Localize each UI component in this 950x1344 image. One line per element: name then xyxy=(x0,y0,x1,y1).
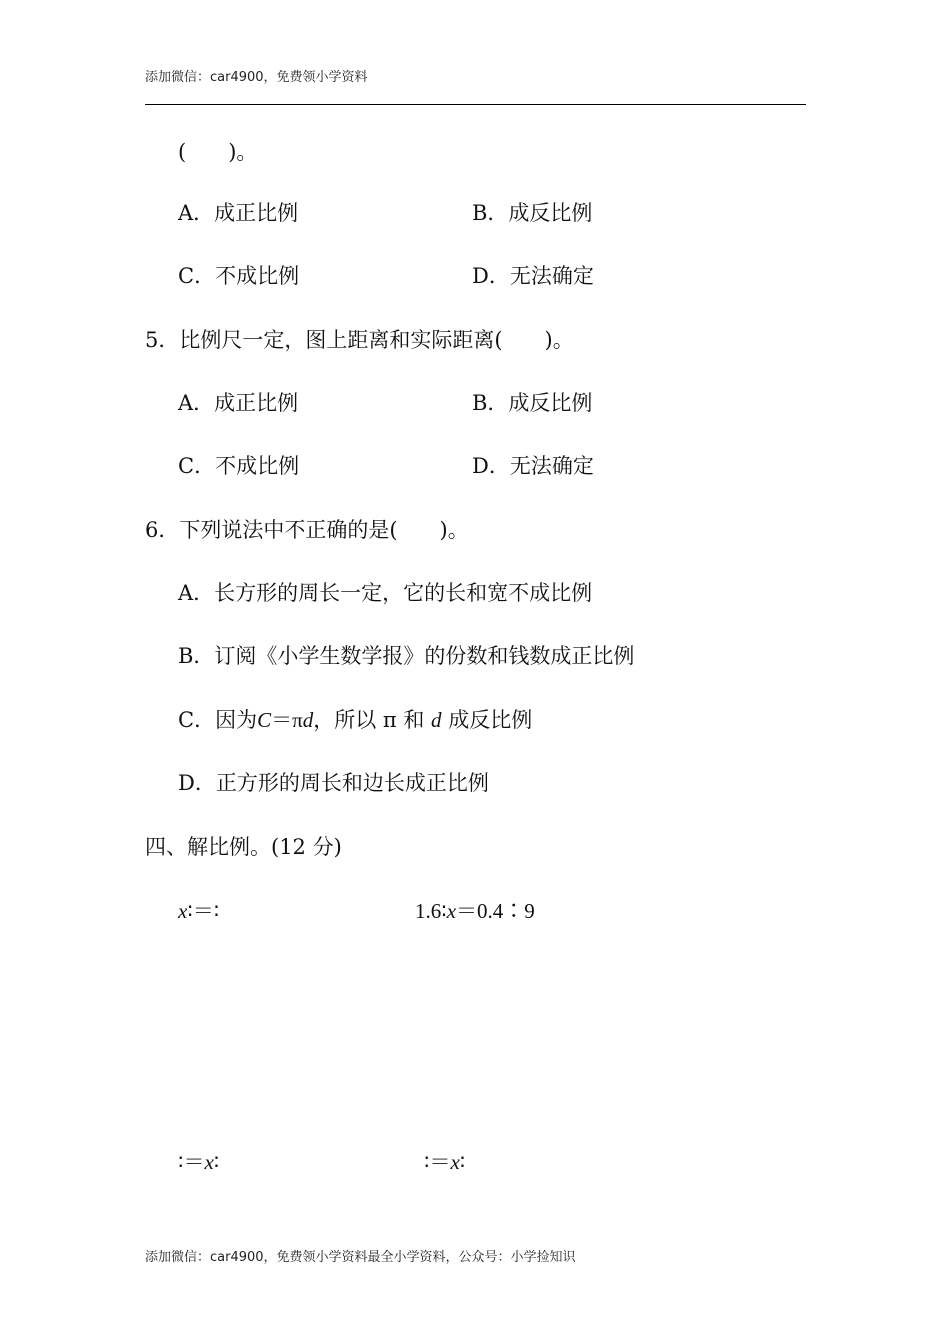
q6-option-c xyxy=(178,706,532,734)
section-4-title: 四、解比例。(12 分) xyxy=(145,835,342,859)
prev-option-d: D．无法确定 xyxy=(472,264,594,288)
problem-3-rest: ∶ xyxy=(213,1150,220,1174)
q6-option-c-mid: ，所以 π 和 xyxy=(313,708,432,732)
problem-3-lead: ∶＝ xyxy=(178,1150,205,1174)
q6-option-c-prefix: C．因为 xyxy=(178,708,258,732)
q6-option-c-suffix: 成反比例 xyxy=(441,708,533,732)
proportion-problem-3 xyxy=(178,1148,219,1176)
problem-2-var: x xyxy=(446,899,457,923)
q5-option-a: A．成正比例 xyxy=(178,391,299,415)
prev-option-c: C．不成比例 xyxy=(178,264,300,288)
q6-option-a: A．长方形的周长一定，它的长和宽不成比例 xyxy=(178,581,593,605)
proportion-problem-4 xyxy=(424,1148,465,1176)
q6-option-c-var-c: C xyxy=(257,708,272,732)
q5-option-d: D．无法确定 xyxy=(472,454,594,478)
problem-2-lead: 1.6∶ xyxy=(415,899,447,923)
q6-option-c-var-d2: d xyxy=(431,708,442,732)
problem-4-rest: ∶ xyxy=(459,1150,466,1174)
question-6-stem: 6．下列说法中不正确的是( )。 xyxy=(145,518,469,542)
problem-4-lead: ∶＝ xyxy=(424,1150,451,1174)
proportion-problem-1 xyxy=(178,897,219,925)
q5-option-c: C．不成比例 xyxy=(178,454,300,478)
page-header: 添加微信：car4900，免费领小学资料 xyxy=(145,70,368,85)
q5-option-b: B．成反比例 xyxy=(472,391,593,415)
prev-option-a: A．成正比例 xyxy=(178,201,299,225)
prev-option-b: B．成反比例 xyxy=(472,201,593,225)
question-5-stem: 5．比例尺一定，图上距离和实际距离( )。 xyxy=(145,328,574,352)
problem-3-var: x xyxy=(204,1150,214,1174)
q6-option-d: D．正方形的周长和边长成正比例 xyxy=(178,771,489,795)
header-divider xyxy=(145,104,806,105)
q6-option-c-var-d: d xyxy=(302,708,314,732)
q6-option-c-eq: ＝π xyxy=(271,708,303,732)
problem-2-rest: ＝0.4∶9 xyxy=(456,899,535,923)
q6-option-b: B．订阅《小学生数学报》的份数和钱数成正比例 xyxy=(178,644,635,668)
problem-1-var: x xyxy=(178,899,188,923)
proportion-problem-2 xyxy=(415,897,535,925)
page-footer: 添加微信：car4900，免费领小学资料最全小学资料，公众号：小学捡知识 xyxy=(145,1250,576,1265)
problem-1-rest: ∶＝∶ xyxy=(187,899,220,923)
problem-4-var: x xyxy=(450,1150,460,1174)
prev-question-tail: ( )。 xyxy=(178,140,258,164)
